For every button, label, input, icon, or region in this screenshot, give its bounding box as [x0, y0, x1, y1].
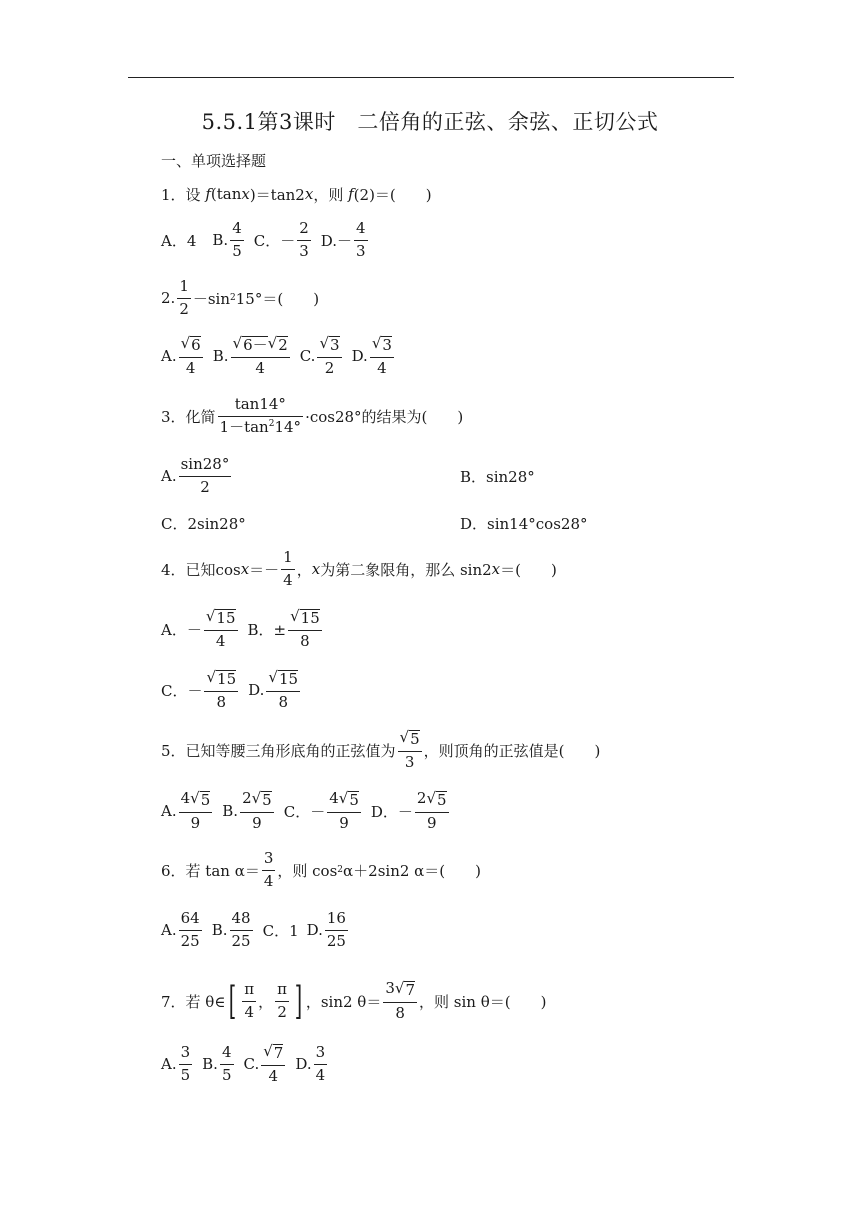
- question-3-option-d: D．sin14°cos28°: [460, 514, 588, 533]
- interval-brackets: [ $\frac{\pi}{4}$ ， $\frac{\pi}{2}$ ]: [229, 979, 303, 1023]
- question-2-options: A. √ 6 4 B. √ 6－ √ 2 4 C. √ 3 2 D. √ 3 4: [161, 334, 392, 377]
- question-5: 5．已知等腰三角形底角的正弦值为 √ 5 3 ，则顶角的正弦值是( ): [161, 728, 601, 771]
- question-3-option-b: B．sin28°: [460, 467, 535, 486]
- question-6: 6．若 tan α＝ $\frac{3}{4}$ ，则 cos 2 α＋2sin2 α＝( ): [161, 849, 482, 890]
- question-1: 1．设 f (tan x )＝tan2 x ，则 f (2)＝( ): [161, 185, 432, 204]
- question-1-options: A．4 B. $\frac{4}{5}$ C．－ $\frac{2}{3}$ D.－ $\frac{4}{3}$: [161, 219, 366, 260]
- page-title: 5.5.1第3课时 二倍角的正弦、余弦、正切公式: [201, 110, 659, 134]
- question-3-option-a: A. $\frac{\sin 28^\circ}{2}$: [161, 455, 230, 496]
- question-4: 4．已知cos x ＝－ $\frac{1}{4}$ ， x 为第二象限角，那么 sin2 x ＝( ): [161, 548, 557, 589]
- question-4-options-ab: A．－ √ 15 4 B．± √ 15 8: [161, 607, 320, 650]
- header-rule: [128, 77, 734, 78]
- question-4-options-cd: C．－ √ 15 8 D. √ 15 8: [161, 668, 299, 711]
- question-6-options: A. $\frac{64}{25}$ B. $\frac{48}{25}$ C．1 D. $\frac{16}{25}$: [161, 909, 346, 950]
- question-2: 2. $\frac{1}{2}$ －sin 2 15°＝( ): [161, 277, 320, 318]
- question-7: 7．若 θ∈ [ $\frac{\pi}{4}$ ， $\frac{\pi}{2}$ ] ，sin2 θ＝ 3 √ 7 8 ，则 sin θ＝( ): [161, 979, 547, 1023]
- question-3-option-c: C．2sin28°: [161, 514, 246, 533]
- question-5-options: A. 4 √ 5 9 B. 2 √ 5 9 C．－ 4 √ 5 9 D．－ 2 √ 5 9: [161, 789, 447, 832]
- question-7-options: A. $\frac{3}{5}$ B. $\frac{4}{5}$ C. √ 7 4 D. $\frac{3}{4}$: [161, 1042, 326, 1085]
- section-heading: 一、单项选择题: [161, 151, 267, 170]
- question-3: 3．化简 $\frac{\tan 14^\circ}{1-\tan^214^\circ}$ ·cos28°的结果为( ): [161, 395, 464, 436]
